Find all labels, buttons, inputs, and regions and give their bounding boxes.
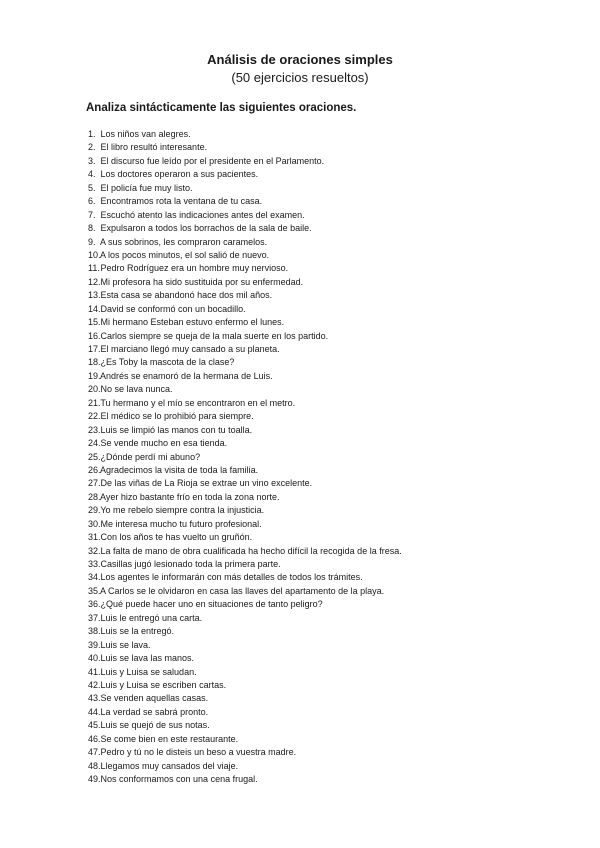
exercise-number: 3. (88, 155, 96, 166)
exercise-number: 21. (88, 397, 101, 408)
exercise-item (88, 531, 402, 544)
exercise-number: 41. (88, 666, 101, 677)
exercise-number: 46. (88, 733, 101, 744)
exercise-number: 27. (88, 478, 101, 489)
exercise-number: 19. (88, 370, 101, 381)
exercise-number: 36. (88, 599, 101, 610)
exercise-text: Encontramos rota la ventana de tu casa. (100, 196, 263, 207)
exercise-text: Yo me rebelo siempre contra la injusticia. (100, 505, 265, 516)
exercise-item (88, 343, 402, 356)
exercise-item (88, 760, 402, 773)
exercise-number: 31. (88, 532, 101, 543)
exercise-text: Pedro Rodríguez era un hombre muy nervioso. (100, 263, 289, 274)
exercise-item (88, 706, 402, 719)
exercise-text: Luis y Luisa se saludan. (100, 666, 197, 677)
exercise-text: Luis se la entregó. (100, 626, 175, 637)
exercise-number: 25. (88, 451, 101, 462)
exercise-item (88, 155, 402, 168)
exercise-item (88, 719, 402, 732)
exercise-item (88, 639, 402, 652)
exercise-text: Pedro y tú no le disteis un beso a vuestra madre. (100, 747, 297, 758)
exercise-number: 42. (88, 679, 101, 690)
exercise-item (88, 666, 402, 679)
exercise-item (88, 625, 402, 638)
exercise-number: 12. (88, 276, 101, 287)
exercise-item (88, 746, 402, 759)
exercise-text: Luis se limpió las manos con tu toalla. (100, 424, 253, 435)
exercise-text: Mi profesora ha sido sustituida por su enfermedad. (100, 276, 304, 287)
exercise-number: 17. (88, 344, 101, 354)
exercise-item (88, 289, 402, 302)
exercise-number: 4. (88, 169, 96, 180)
exercise-text: ¿Dónde perdí mi abuno? (100, 451, 201, 462)
exercise-list (88, 128, 402, 786)
exercise-text: Tu hermano y el mío se encontraron en el metro. (100, 397, 296, 408)
exercise-text: Luis se lava. (100, 639, 151, 650)
exercise-number: 38. (88, 626, 101, 637)
exercise-item (88, 451, 402, 464)
exercise-number: 23. (88, 424, 101, 435)
exercise-text: Con los años te has vuelto un gruñón. (100, 532, 253, 543)
exercise-text: La verdad se sabrá pronto. (100, 706, 209, 717)
exercise-text: La falta de mano de obra cualificada ha hecho difícil la recogida de la fresa. (100, 545, 402, 556)
exercise-item (88, 249, 402, 262)
exercise-number: 11. (88, 263, 100, 274)
exercise-number: 44. (88, 706, 101, 717)
exercise-text: El policía fue muy listo. (100, 182, 193, 193)
exercise-item (88, 518, 402, 531)
exercise-item (88, 598, 402, 611)
exercise-item (88, 692, 402, 705)
exercise-item (88, 182, 402, 195)
exercise-number: 43. (88, 693, 101, 704)
exercise-number: 16. (88, 330, 101, 341)
exercise-text: Los agentes le informarán con más detalles de todos los trámites. (100, 572, 363, 583)
exercise-item (88, 545, 402, 558)
exercise-item (88, 128, 402, 141)
exercise-number: 14. (88, 303, 101, 314)
exercise-text: El médico se lo prohibió para siempre. (100, 411, 254, 422)
exercise-text: El marciano llegó muy cansado a su planeta. (100, 344, 280, 354)
exercise-text: Llegamos muy cansados del viaje. (100, 760, 239, 771)
exercise-text: Se come bien en este restaurante. (100, 733, 239, 744)
exercise-item (88, 424, 402, 437)
exercise-item (88, 303, 402, 316)
exercise-number: 34. (88, 572, 101, 583)
exercise-number: 28. (88, 491, 101, 502)
exercise-number: 7. (88, 209, 96, 220)
exercise-text: A los pocos minutos, el sol salió de nuevo. (100, 249, 270, 260)
exercise-number: 6. (88, 196, 96, 207)
exercise-item (88, 383, 402, 396)
exercise-text: Casillas jugó lesionado toda la primera parte. (100, 559, 281, 569)
exercise-number: 22. (88, 411, 101, 422)
exercise-item (88, 356, 402, 369)
exercise-number: 39. (88, 639, 101, 650)
exercise-item (88, 733, 402, 746)
exercise-number: 18. (88, 357, 101, 368)
exercise-item (88, 652, 402, 665)
exercise-text: Expulsaron a todos los borrachos de la sala de baile. (100, 223, 312, 234)
exercise-item (88, 679, 402, 692)
exercise-number: 5. (88, 182, 96, 193)
exercise-text: Luis le entregó una carta. (100, 612, 203, 623)
exercise-number: 8. (88, 223, 96, 234)
exercise-item (88, 464, 402, 477)
exercise-item (88, 571, 402, 584)
exercise-item (88, 316, 402, 329)
exercise-text: ¿Qué puede hacer uno en situaciones de tanto peligro? (100, 599, 323, 610)
exercise-text: David se conformó con un bocadillo. (100, 303, 246, 314)
exercise-item (88, 262, 402, 275)
exercise-item (88, 410, 402, 423)
exercise-text: Luis se quejó de sus notas. (100, 720, 210, 731)
exercise-item (88, 370, 402, 383)
exercise-number: 35. (88, 585, 101, 596)
document-title: Análisis de oraciones simples (207, 52, 393, 67)
document-subtitle: (50 ejercicios resueltos) (231, 70, 369, 85)
exercise-number: 49. (88, 774, 101, 784)
exercise-text: Los doctores operaron a sus pacientes. (100, 169, 259, 180)
exercise-text: Esta casa se abandonó hace dos mil años. (100, 290, 273, 301)
exercise-number: 32. (88, 545, 101, 556)
exercise-text: No se lava nunca. (100, 384, 173, 395)
exercise-text: A sus sobrinos, les compraron caramelos. (100, 236, 268, 247)
exercise-item (88, 141, 402, 154)
exercise-number: 20. (88, 384, 101, 395)
exercise-item (88, 276, 402, 289)
exercise-number: 37. (88, 612, 101, 623)
exercise-number: 33. (88, 559, 101, 569)
exercise-text: Andrés se enamoró de la hermana de Luis. (100, 370, 273, 381)
exercise-item (88, 477, 402, 490)
exercise-item (88, 437, 402, 450)
exercise-number: 26. (88, 464, 101, 475)
exercise-text: Se venden aquellas casas. (100, 693, 209, 704)
exercise-number: 40. (88, 653, 101, 664)
exercise-number: 45. (88, 720, 101, 731)
exercise-number: 2. (88, 142, 96, 153)
exercise-number: 24. (88, 438, 101, 449)
exercise-text: Luis y Luisa se escriben cartas. (100, 679, 227, 690)
exercise-number: 13. (88, 290, 101, 301)
exercise-number: 15. (88, 317, 101, 328)
exercise-text: Carlos siempre se queja de la mala suerte en los partido. (100, 330, 329, 341)
exercise-item (88, 168, 402, 181)
exercise-text: Se vende mucho en esa tienda. (100, 438, 228, 449)
exercise-number: 30. (88, 518, 101, 529)
exercise-text: Escuchó atento las indicaciones antes del examen. (100, 209, 305, 220)
exercise-item (88, 195, 402, 208)
exercise-text: Agradecimos la visita de toda la familia. (100, 464, 259, 475)
exercise-item (88, 397, 402, 410)
exercise-text: Mi hermano Esteban estuvo enfermo el lunes. (100, 317, 285, 328)
exercise-item (88, 612, 402, 625)
exercise-text: ¿Es Toby la mascota de la clase? (100, 357, 235, 368)
exercise-text: Nos conformamos con una cena frugal. (100, 774, 258, 784)
exercise-number: 9. (88, 236, 96, 247)
exercise-text: El libro resultó interesante. (100, 142, 208, 153)
exercise-item (88, 222, 402, 235)
exercise-item (88, 330, 402, 343)
exercise-item (88, 491, 402, 504)
exercise-item (88, 558, 402, 571)
exercise-item (88, 773, 402, 786)
exercise-item (88, 209, 402, 222)
exercise-number: 48. (88, 760, 101, 771)
exercise-number: 47. (88, 747, 101, 758)
exercise-text: Los niños van alegres. (100, 129, 191, 139)
exercise-item (88, 504, 402, 517)
exercise-item (88, 236, 402, 249)
instruction-heading: Analiza sintácticamente las siguientes oraciones. (86, 102, 357, 114)
exercise-number: 10. (88, 249, 101, 260)
exercise-text: A Carlos se le olvidaron en casa las llaves del apartamento de la playa. (100, 585, 385, 596)
exercise-text: De las viñas de La Rioja se extrae un vino excelente. (100, 478, 313, 489)
exercise-text: Me interesa mucho tu futuro profesional. (100, 518, 262, 529)
exercise-item (88, 585, 402, 598)
exercise-text: Ayer hizo bastante frío en toda la zona norte. (100, 491, 280, 502)
exercise-number: 1. (88, 129, 96, 139)
exercise-number: 29. (88, 505, 101, 516)
exercise-text: Luis se lava las manos. (100, 653, 195, 664)
exercise-text: El discurso fue leído por el presidente en el Parlamento. (100, 155, 325, 166)
